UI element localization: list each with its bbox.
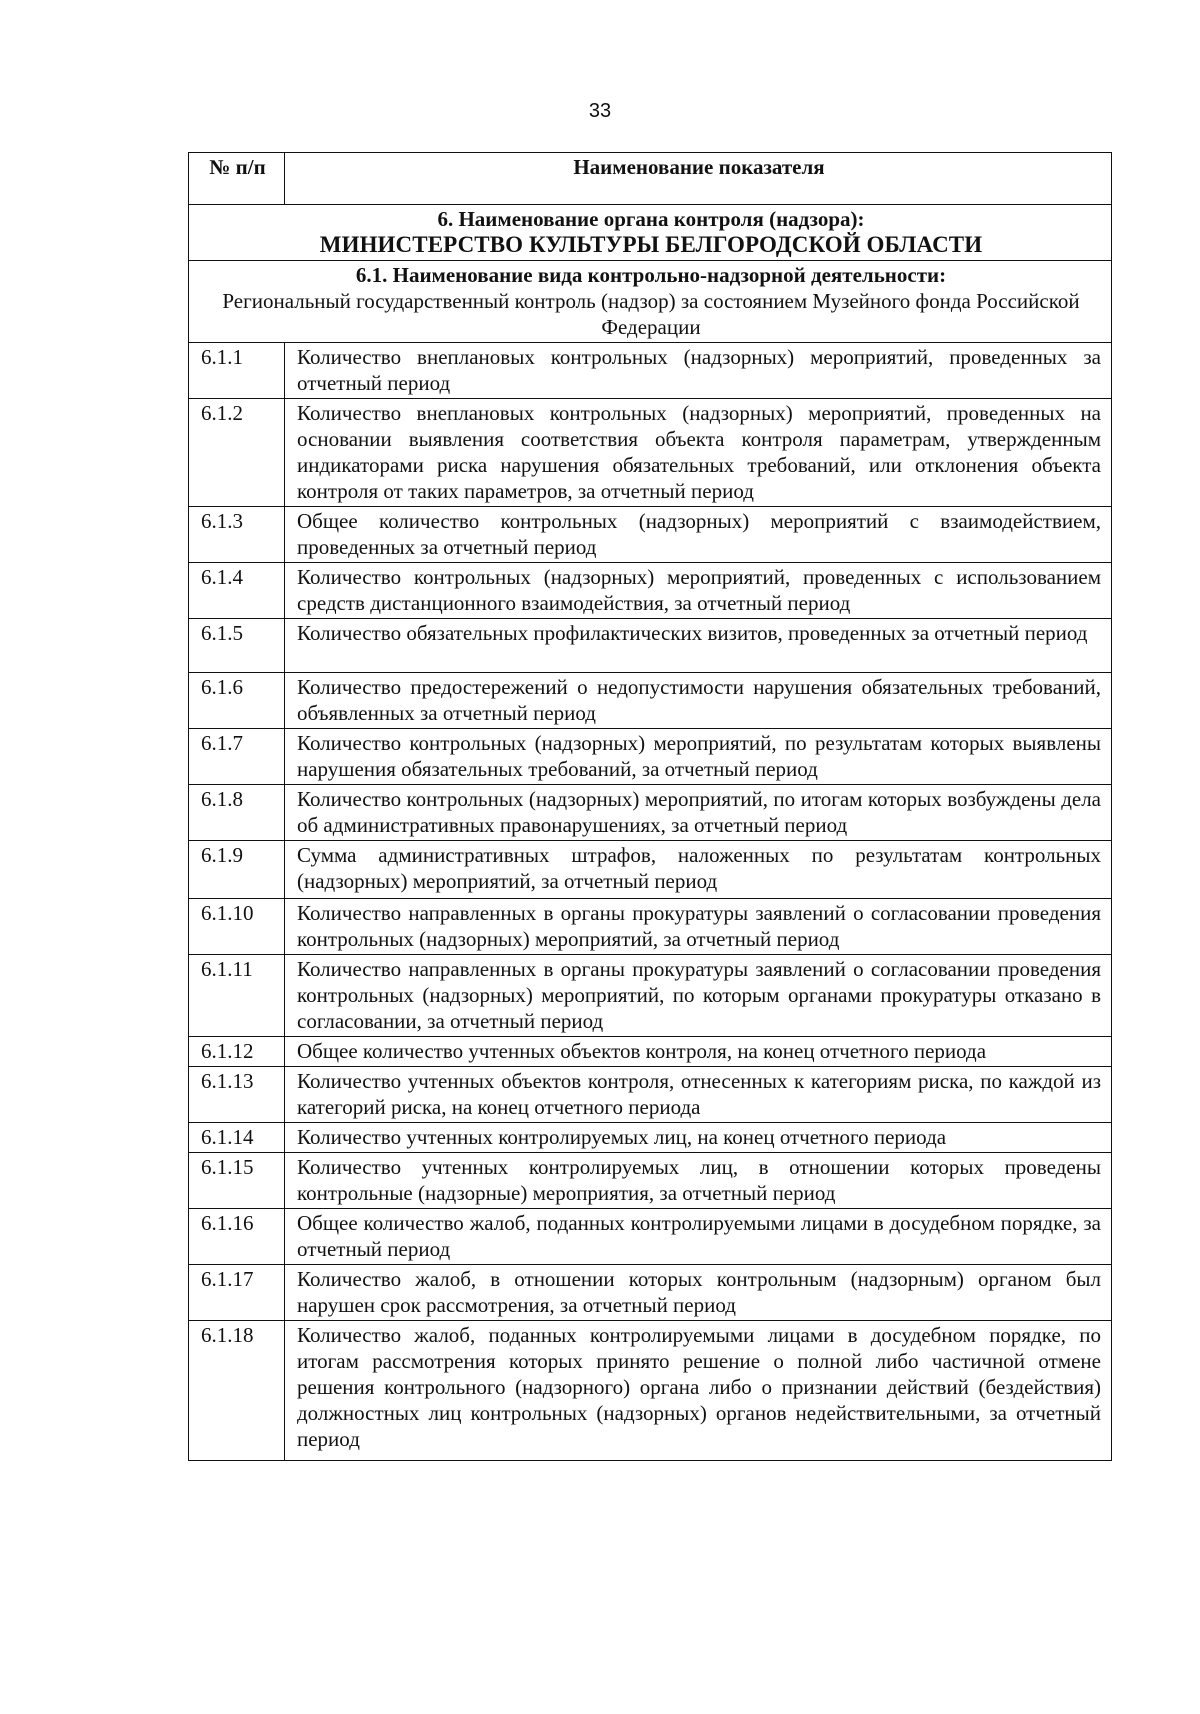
row-indicator-name: Количество учтенных контролируемых лиц, в отношении которых проведены контрольные (надзорные) мероприятия, за отчетный период xyxy=(285,1153,1112,1209)
row-number: 6.1.18 xyxy=(189,1321,285,1461)
row-number: 6.1.16 xyxy=(189,1209,285,1265)
row-indicator-name: Количество жалоб, поданных контролируемыми лицами в досудебном порядке, по итогам рассмотрения которых принято решение о полной либо частичной отмене решения контрольного (надзорного) органа либо о признании действий (бездействия) должностных лиц контрольных (надзорных) органов недействительными, за отчетный период xyxy=(285,1321,1112,1461)
row-indicator-name: Количество предостережений о недопустимости нарушения обязательных требований, объявленных за отчетный период xyxy=(285,673,1112,729)
subsection-description: Региональный государственный контроль (надзор) за состоянием Музейного фонда Российской Федерации xyxy=(222,289,1080,339)
table-row xyxy=(189,1153,1112,1209)
row-number: 6.1.17 xyxy=(189,1265,285,1321)
row-number: 6.1.6 xyxy=(189,673,285,729)
table-row xyxy=(189,841,1112,899)
row-indicator-name: Количество учтенных объектов контроля, отнесенных к категориям риска, по каждой из категорий риска, на конец отчетного периода xyxy=(285,1067,1112,1123)
row-number: 6.1.4 xyxy=(189,563,285,619)
table-row xyxy=(189,1321,1112,1461)
table-row xyxy=(189,1123,1112,1153)
row-indicator-name: Общее количество контрольных (надзорных) мероприятий с взаимодействием, проведенных за отчетный период xyxy=(285,507,1112,563)
row-indicator-name: Сумма административных штрафов, наложенных по результатам контрольных (надзорных) мероприятий, за отчетный период xyxy=(285,841,1112,899)
row-number: 6.1.5 xyxy=(189,619,285,673)
row-indicator-name: Количество жалоб, в отношении которых контрольным (надзорным) органом был нарушен срок рассмотрения, за отчетный период xyxy=(285,1265,1112,1321)
section-cell xyxy=(189,205,1112,261)
table-header-row xyxy=(189,153,1112,205)
table-row xyxy=(189,399,1112,507)
section-title: 6. Наименование органа контроля (надзора): xyxy=(437,207,865,231)
row-number: 6.1.15 xyxy=(189,1153,285,1209)
row-number: 6.1.8 xyxy=(189,785,285,841)
row-indicator-name: Количество контрольных (надзорных) мероприятий, проведенных с использованием средств дистанционного взаимодействия, за отчетный период xyxy=(285,563,1112,619)
table-row xyxy=(189,619,1112,673)
section-org-name: МИНИСТЕРСТВО КУЛЬТУРЫ БЕЛГОРОДСКОЙ ОБЛАСТИ xyxy=(319,232,983,257)
table-row xyxy=(189,1265,1112,1321)
subsection-cell xyxy=(189,261,1112,343)
row-number: 6.1.11 xyxy=(189,955,285,1037)
row-number: 6.1.13 xyxy=(189,1067,285,1123)
section-row xyxy=(189,205,1112,261)
subsection-title: 6.1. Наименование вида контрольно-надзорной деятельности: xyxy=(355,263,947,287)
row-indicator-name: Количество обязательных профилактических визитов, проведенных за отчетный период xyxy=(285,619,1112,673)
row-number: 6.1.7 xyxy=(189,729,285,785)
row-indicator-name: Общее количество учтенных объектов контроля, на конец отчетного периода xyxy=(285,1037,1112,1067)
row-number: 6.1.12 xyxy=(189,1037,285,1067)
row-indicator-name: Количество внеплановых контрольных (надзорных) мероприятий, проведенных за отчетный период xyxy=(285,343,1112,399)
row-number: 6.1.14 xyxy=(189,1123,285,1153)
row-number: 6.1.9 xyxy=(189,841,285,899)
page-number: 33 xyxy=(588,100,612,122)
row-number: 6.1.1 xyxy=(189,343,285,399)
table-row xyxy=(189,1209,1112,1265)
row-indicator-name: Количество учтенных контролируемых лиц, на конец отчетного периода xyxy=(285,1123,1112,1153)
table-row xyxy=(189,1067,1112,1123)
indicators-table xyxy=(188,152,1112,1461)
table-row xyxy=(189,563,1112,619)
table-row xyxy=(189,955,1112,1037)
table-row xyxy=(189,1037,1112,1067)
row-indicator-name: Общее количество жалоб, поданных контролируемыми лицами в досудебном порядке, за отчетный период xyxy=(285,1209,1112,1265)
table-row xyxy=(189,343,1112,399)
row-indicator-name: Количество контрольных (надзорных) мероприятий, по итогам которых возбуждены дела об административных правонарушениях, за отчетный период xyxy=(285,785,1112,841)
table-row xyxy=(189,507,1112,563)
row-indicator-name: Количество направленных в органы прокуратуры заявлений о согласовании проведения контрольных (надзорных) мероприятий, за отчетный период xyxy=(285,899,1112,955)
row-number: 6.1.2 xyxy=(189,399,285,507)
row-indicator-name: Количество направленных в органы прокуратуры заявлений о согласовании проведения контрольных (надзорных) мероприятий, по которым органами прокуратуры отказано в согласовании, за отчетный период xyxy=(285,955,1112,1037)
column-header-number: № п/п xyxy=(189,153,285,205)
table-row xyxy=(189,785,1112,841)
row-indicator-name: Количество контрольных (надзорных) мероприятий, по результатам которых выявлены нарушения обязательных требований, за отчетный период xyxy=(285,729,1112,785)
row-indicator-name: Количество внеплановых контрольных (надзорных) мероприятий, проведенных на основании выявления соответствия объекта контроля параметрам, утвержденным индикаторами риска нарушения обязательных требований, или отклонения объекта контроля от таких параметров, за отчетный период xyxy=(285,399,1112,507)
table-row xyxy=(189,673,1112,729)
row-number: 6.1.10 xyxy=(189,899,285,955)
table-row xyxy=(189,899,1112,955)
row-number: 6.1.3 xyxy=(189,507,285,563)
subsection-row xyxy=(189,261,1112,343)
column-header-name: Наименование показателя xyxy=(285,153,1112,205)
table-row xyxy=(189,729,1112,785)
